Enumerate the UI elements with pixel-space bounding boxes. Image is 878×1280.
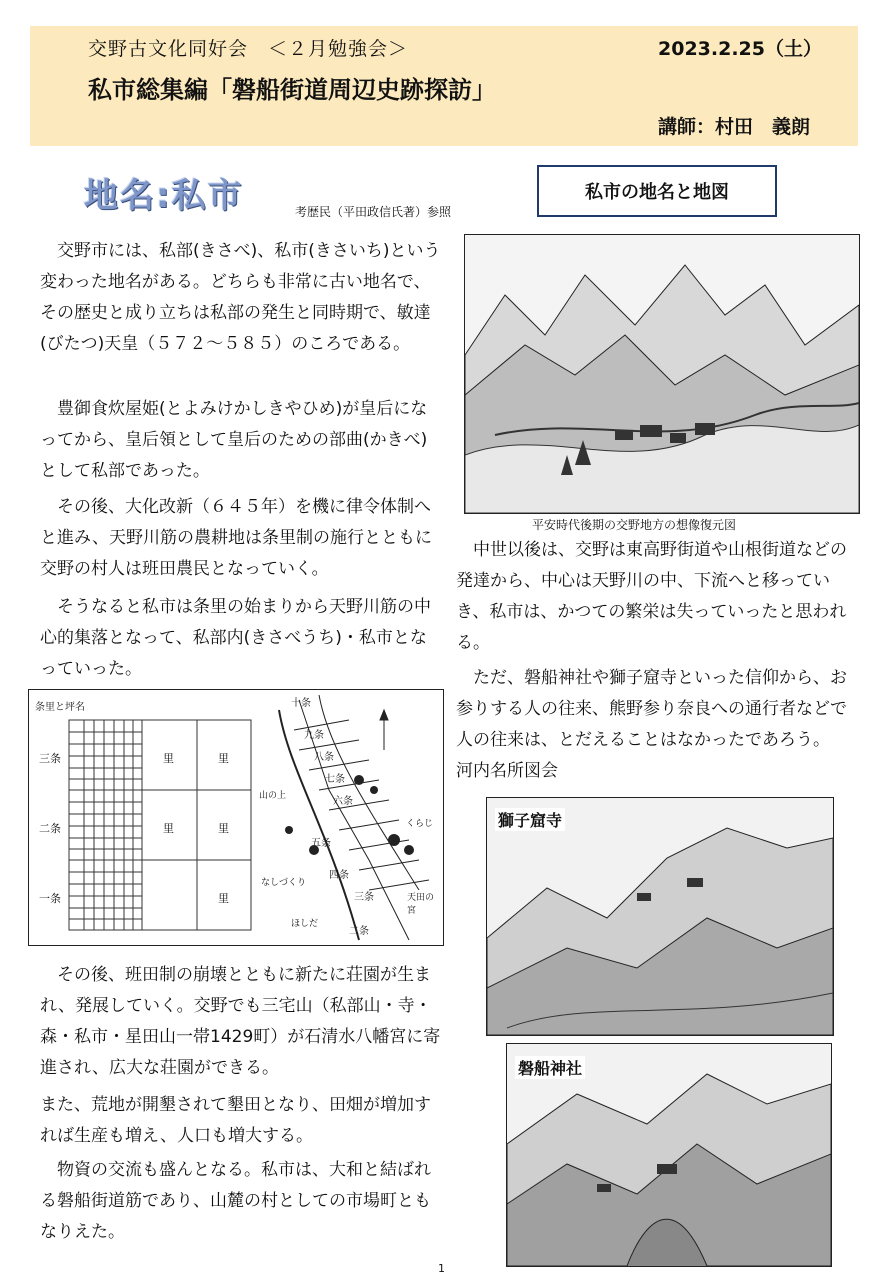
jori-map-drawing [29, 690, 443, 945]
town-label: 十条 [291, 698, 311, 709]
section-title: 地名:私市 [84, 176, 244, 216]
ri-label: 里 [218, 752, 229, 765]
event-date: 2023.2.25（土） [658, 38, 822, 60]
ri-label: 里 [218, 822, 229, 835]
page-number: 1 [438, 1262, 445, 1275]
town-label: 五条 [311, 838, 331, 849]
paragraph: 豊御食炊屋姫(とよみけかしきやひめ)が皇后になってから、皇后領として皇后のための部曲(かきべ)として私部であった。 [40, 399, 428, 481]
paragraph: 物資の交流も盛んとなる。私市は、大和と結ばれる磐船街道筋であり、山麓の村としての市場町ともなりえた。 [40, 1160, 431, 1242]
grid-title: 条里と坪名 [35, 702, 85, 713]
jo-label: 二条 [39, 822, 61, 835]
town-label: 八条 [314, 752, 334, 763]
place-label: 天田の宮 [407, 890, 437, 916]
jori-map-figure [28, 689, 444, 946]
place-label: なしづくり [261, 878, 307, 888]
jo-label: 一条 [39, 892, 61, 905]
town-label: 七条 [325, 774, 345, 785]
jo-label: 三条 [39, 752, 61, 765]
shishikutsuji-drawing [487, 798, 833, 1035]
ri-label: 里 [218, 892, 229, 905]
place-label: くらじ [406, 819, 434, 829]
section-reference: 考歴民（平田政信氏著）参照 [295, 205, 452, 219]
paragraph: 交野市には、私部(きさべ)、私市(きさいち)という変わった地名がある。どちらも非常に古い地名で、その歴史と成り立ちは私部の発生と同時期で、敏達(びたつ)天皇（５７２～５８５）のころである。 [40, 241, 441, 354]
paragraph: その後、大化改新（６４５年）を機に律令体制へと進み、天野川筋の農耕地は条里制の施行とともに交野の村人は班田農民となっていく。 [40, 497, 433, 579]
town-label: 二条 [349, 926, 369, 937]
document-title: 私市総集編「磐船街道周辺史跡探訪」 [88, 76, 496, 104]
shishikutsuji-figure [486, 797, 834, 1036]
town-label: 四条 [329, 870, 349, 881]
paragraph: ただ、磐船神社や獅子窟寺といった信仰から、お参りする人の往来、熊野参り奈良への通行者などで人の往来は、とだえることはなかったであろう。 河内名所図会 [456, 668, 873, 781]
ri-label: 里 [163, 752, 174, 765]
paragraph: そうなると私市は条里の始まりから天野川筋の中心的集落となって、私部内(きさべうち)・私市となっていった。 [40, 597, 431, 679]
iwafune-shrine-figure [506, 1043, 832, 1267]
header-band [30, 26, 858, 146]
paragraph: 中世以後は、交野は東高野街道や山根街道などの発達から、中心は天野川の中、下流へと移っていき、私市は、かつての繁栄は失っていったと思われる。 [456, 540, 847, 653]
paragraph: また、荒地が開墾されて墾田となり、田畑が増加すれば生産も増え、人口も増大する。 [40, 1095, 431, 1146]
place-label: 山の上 [259, 791, 287, 801]
iwafune-label: 磐船神社 [515, 1056, 585, 1079]
landscape-drawing [465, 235, 859, 513]
town-label: 三条 [354, 892, 374, 903]
paragraph: その後、班田制の崩壊とともに新たに荘園が生まれ、発展していく。交野でも三宅山（私部山・寺・森・私市・星田山一帯1429町）が石清水八幡宮に寄進され、広大な荘園ができる。 [40, 965, 441, 1078]
town-label: 九条 [304, 730, 324, 741]
lecturer: 講師：村田 義朗 [657, 116, 810, 138]
place-label: ほしだ [291, 919, 319, 929]
shishikutsuji-label: 獅子窟寺 [495, 808, 565, 831]
ri-label: 里 [163, 822, 174, 835]
town-label: 六条 [333, 796, 353, 807]
heian-landscape-figure [464, 234, 860, 514]
map-heading-box: 私市の地名と地図 [537, 165, 777, 217]
org-heading: 交野古文化同好会 ＜２月勉強会＞ [88, 38, 409, 60]
figure-caption: 平安時代後期の交野地方の想像復元図 [532, 518, 737, 532]
